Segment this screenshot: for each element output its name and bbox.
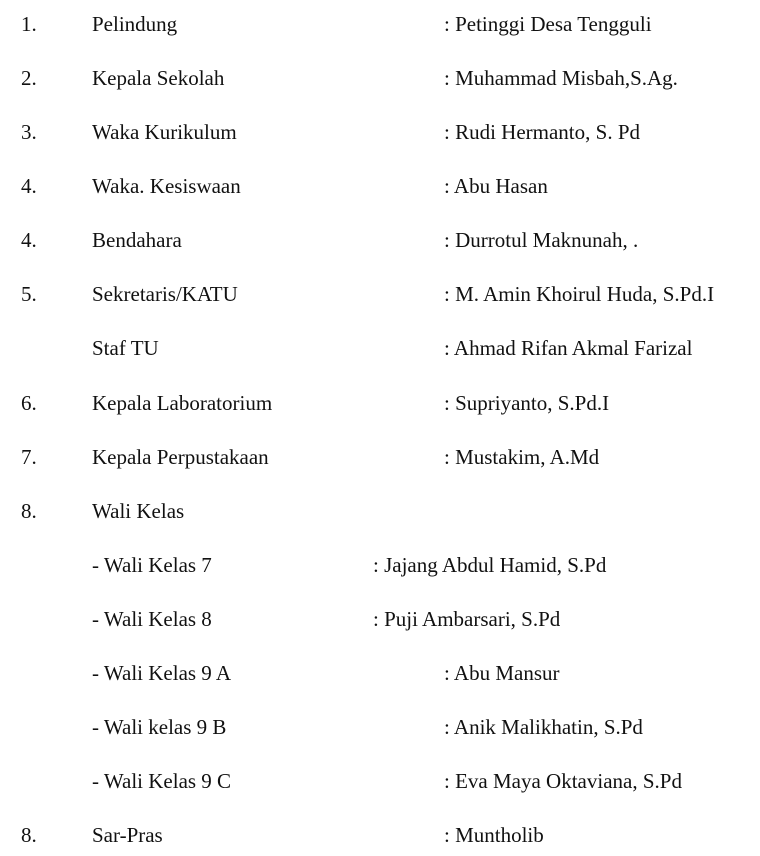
item-role: - Wali kelas 9 B [92, 715, 227, 739]
item-role: - Wali Kelas 9 C [92, 769, 232, 793]
item-person: : Abu Mansur [444, 661, 560, 685]
item-role: Wali Kelas [92, 499, 185, 523]
item-person: : Eva Maya Oktaviana, S.Pd [444, 769, 682, 793]
item-person: : Muntholib [444, 823, 544, 847]
item-role: Waka Kurikulum [92, 120, 237, 144]
item-person: : Abu Hasan [444, 174, 548, 198]
list-item [0, 712, 760, 742]
item-number: 2. [21, 66, 37, 90]
item-role: Kepala Laboratorium [92, 391, 273, 415]
item-role: Kepala Sekolah [92, 66, 225, 90]
item-role: Pelindung [92, 12, 178, 36]
list-item [0, 604, 760, 634]
list-item [0, 279, 760, 309]
list-item [0, 117, 760, 147]
item-person: : Rudi Hermanto, S. Pd [444, 120, 641, 144]
list-item [0, 388, 760, 418]
list-item [0, 225, 760, 255]
item-person: : M. Amin Khoirul Huda, S.Pd.I [444, 282, 715, 306]
item-role: Staf TU [92, 336, 159, 360]
item-number: 1. [21, 12, 37, 36]
item-person: : Mustakim, A.Md [444, 445, 600, 469]
item-person: : Puji Ambarsari, S.Pd [373, 607, 561, 631]
item-number: 6. [21, 391, 37, 415]
item-number: 5. [21, 282, 37, 306]
item-number: 7. [21, 445, 37, 469]
item-person: : Anik Malikhatin, S.Pd [444, 715, 643, 739]
item-number: 4. [21, 228, 37, 252]
item-role: Bendahara [92, 228, 182, 252]
item-role: Waka. Kesiswaan [92, 174, 241, 198]
item-role: - Wali Kelas 9 A [92, 661, 232, 685]
item-person: : Muhammad Misbah,S.Ag. [444, 66, 678, 90]
item-role: Sekretaris/KATU [92, 282, 238, 306]
list-item [0, 333, 760, 363]
item-role: Kepala Perpustakaan [92, 445, 269, 469]
item-person: : Petinggi Desa Tengguli [444, 12, 652, 36]
list-item [0, 658, 760, 688]
list-item [0, 820, 760, 850]
item-number: 8. [21, 823, 37, 847]
item-person: : Jajang Abdul Hamid, S.Pd [373, 553, 607, 577]
item-person: : Supriyanto, S.Pd.I [444, 391, 610, 415]
list-item [0, 496, 760, 526]
item-role: - Wali Kelas 8 [92, 607, 212, 631]
item-number: 4. [21, 174, 37, 198]
list-item [0, 171, 760, 201]
list-item [0, 442, 760, 472]
item-number: 8. [21, 499, 37, 523]
item-role: Sar-Pras [92, 823, 163, 847]
list-item [0, 9, 760, 39]
list-item [0, 63, 760, 93]
item-person: : Durrotul Maknunah, . [444, 228, 639, 252]
item-number: 3. [21, 120, 37, 144]
item-role: - Wali Kelas 7 [92, 553, 212, 577]
list-item [0, 766, 760, 796]
list-item [0, 550, 760, 580]
item-person: : Ahmad Rifan Akmal Farizal [444, 336, 693, 360]
